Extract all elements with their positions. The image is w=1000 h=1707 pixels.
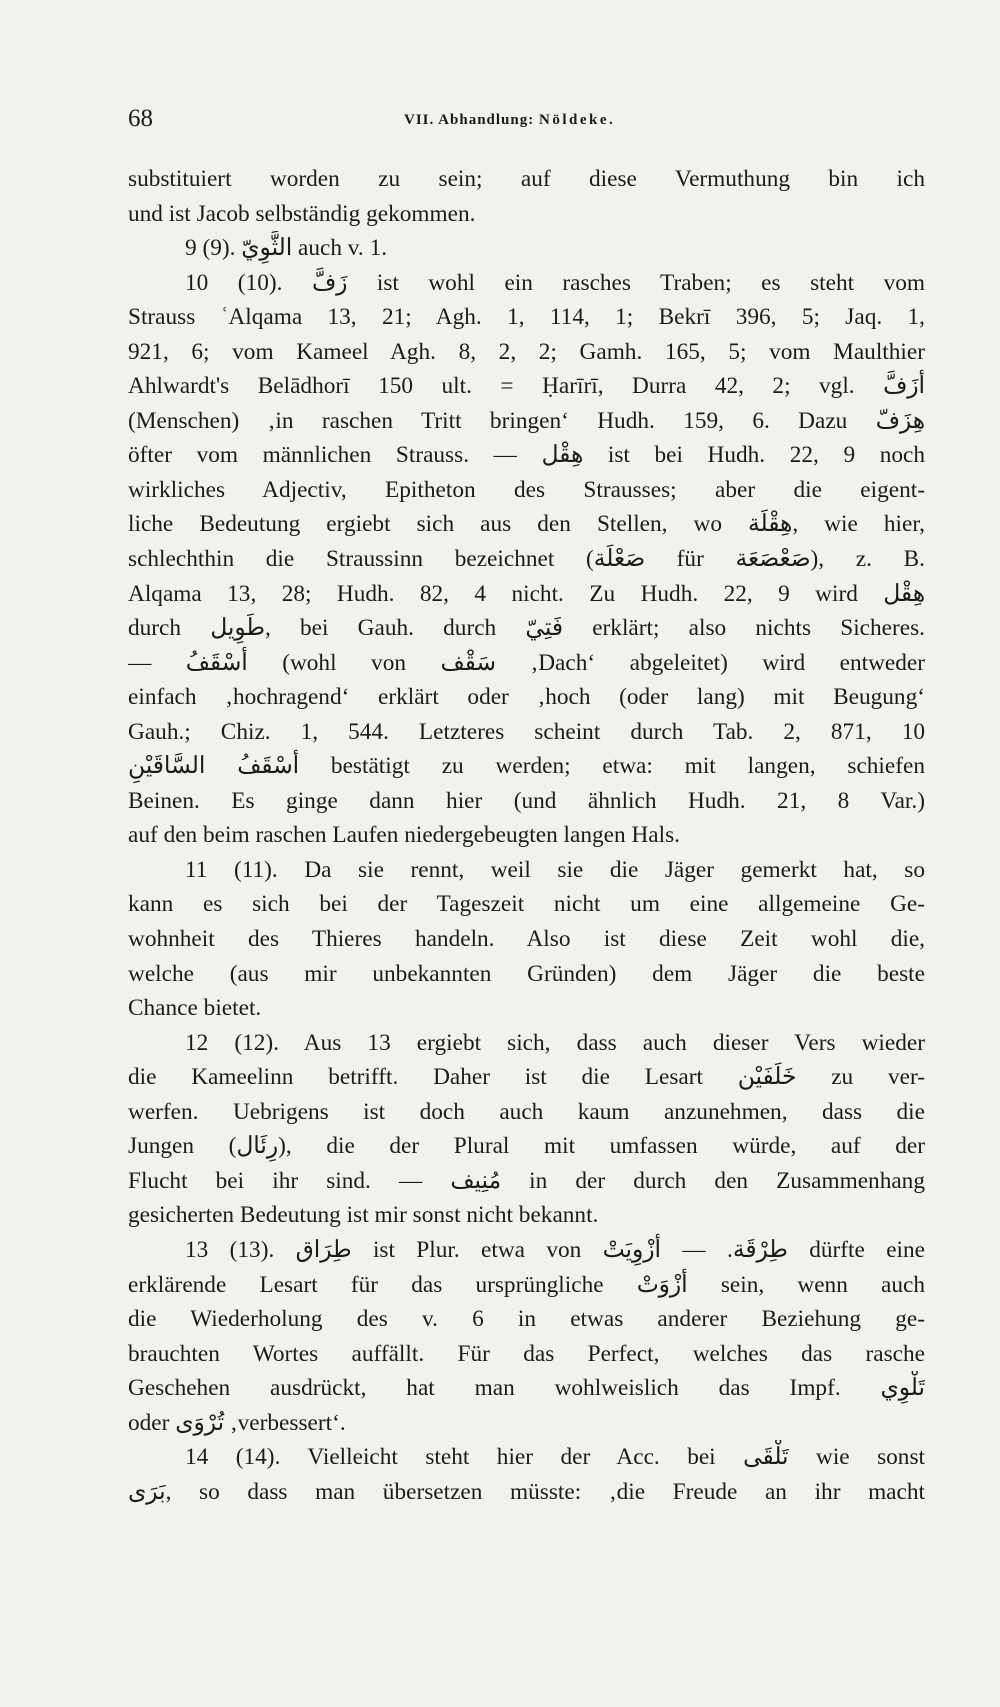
text-line: 11 (11). Da sie rennt, weil sie die Jäger gemerkt hat, so <box>185 856 925 883</box>
text-line: 10 (10). زَفَّ ist wohl ein rasches Traben; es steht vom <box>185 269 925 296</box>
text-line: erklärende Lesart für das ursprüngliche أَزْوَتْ sein, wenn auch <box>128 1271 925 1298</box>
text-line: Gauh.; Chiz. 1, 544. Letzteres scheint durch Tab. 2, 871, 10 <box>128 718 925 745</box>
running-head <box>128 104 928 134</box>
text-line: Alqama 13, 28; Hudh. 82, 4 nicht. Zu Hudh. 22, 9 wird هِقْل <box>128 580 925 607</box>
text-line: Ahlwardt's Belādhorī 150 ult. = Ḥarīrī, Durra 42, 2; vgl. أَزَفَّ <box>128 373 925 400</box>
text-line: die Kameelinn betrifft. Daher ist die Lesart خَلَفَيْن zu ver- <box>128 1064 925 1091</box>
page-number: 68 <box>128 105 153 132</box>
text-line: welche (aus mir unbekannten Gründen) dem Jäger die beste <box>128 960 925 987</box>
text-line: gesicherten Bedeutung ist mir sonst nicht bekannt. <box>128 1202 599 1229</box>
text-line: auf den beim raschen Laufen niedergebeugten langen Hals. <box>128 822 680 849</box>
text-line: brauchten Wortes auffällt. Für das Perfect, welches das rasche <box>128 1340 925 1367</box>
text-line: durch طَوِيل, bei Gauh. durch فَتِيّ erklärt; also nichts Sicheres. <box>128 615 925 642</box>
text-line: 13 (13). طِرَاق ist Plur. etwa von طِرْقَة. — أُزْوِيَتْ dürfte eine <box>185 1236 925 1263</box>
text-line: أَسْقَفُ السَّاقَيْنِ bestätigt zu werden; etwa: mit langen, schiefen <box>128 753 925 780</box>
text-line: liche Bedeutung ergiebt sich aus den Stellen, wo هِقْلَة, wie hier, <box>128 511 925 538</box>
text-line: 12 (12). Aus 13 ergiebt sich, dass auch dieser Vers wieder <box>185 1029 925 1056</box>
text-line: 921, 6; vom Kameel Agh. 8, 2, 2; Gamh. 165, 5; vom Maulthier <box>128 338 925 365</box>
text-line: Chance bietet. <box>128 995 262 1022</box>
body-text <box>128 162 925 1509</box>
text-line: werfen. Uebrigens ist doch auch kaum anzunehmen, dass die <box>128 1098 925 1125</box>
text-line: Jungen (رِئَال), die der Plural mit umfassen würde, auf der <box>128 1133 925 1160</box>
running-title-author: Nöldeke. <box>538 112 616 128</box>
text-line: wirkliches Adjectiv, Epitheton des Strausses; aber die eigent- <box>128 476 925 503</box>
text-line: substituiert worden zu sein; auf diese Vermuthung bin ich <box>128 166 925 192</box>
text-line: einfach ‚hochragend‘ erklärt oder ‚hoch (oder lang) mit Beugung‘ <box>128 684 925 711</box>
text-line: Beinen. Es ginge dann hier (und ähnlich Hudh. 21, 8 Var.) <box>128 787 925 814</box>
text-line: schlechthin die Straussinn bezeichnet (صَعْلَة für صَعْصَعَة), z. B. <box>128 546 925 573</box>
text-line: oder تُرْوَى ‚verbessert‘. <box>128 1409 346 1436</box>
text-line: 9 (9). الثَّوِيّ auch v. 1. <box>185 235 388 262</box>
text-line: wohnheit des Thieres handeln. Also ist diese Zeit wohl die, <box>128 926 925 953</box>
text-line: und ist Jacob selbständig gekommen. <box>128 200 476 227</box>
text-line: Flucht bei ihr sind. — مُنِيف in der durch den Zusammenhang <box>128 1167 925 1194</box>
text-line: öfter vom männlichen Strauss. — هِقْل ist bei Hudh. 22, 9 noch <box>128 442 925 469</box>
running-title-section: VII. Abhandlung: <box>404 112 535 128</box>
text-line: (Menschen) ‚in raschen Tritt bringen‘ Hudh. 159, 6. Dazu هِزَفّ <box>128 407 925 434</box>
text-line: — أَسْقَفُ (wohl von سَقْف ‚Dach‘ abgeleitet) wird entweder <box>128 649 925 676</box>
text-line: 14 (14). Vielleicht steht hier der Acc. bei تَلْقَى wie sonst <box>185 1444 925 1471</box>
text-line: Strauss ʿAlqama 13, 21; Agh. 1, 114, 1; Bekrī 396, 5; Jaq. 1, <box>128 304 925 331</box>
text-line: بَرَى, so dass man übersetzen müsste: ‚die Freude an ihr macht <box>128 1478 925 1505</box>
text-line: die Wiederholung des v. 6 in etwas anderer Beziehung ge- <box>128 1306 925 1333</box>
text-line: kann es sich bei der Tageszeit nicht um eine allgemeine Ge- <box>128 891 925 918</box>
text-line: Geschehen ausdrückt, hat man wohlweislich das Impf. تَلْوِي <box>128 1375 925 1402</box>
running-title <box>404 108 615 132</box>
